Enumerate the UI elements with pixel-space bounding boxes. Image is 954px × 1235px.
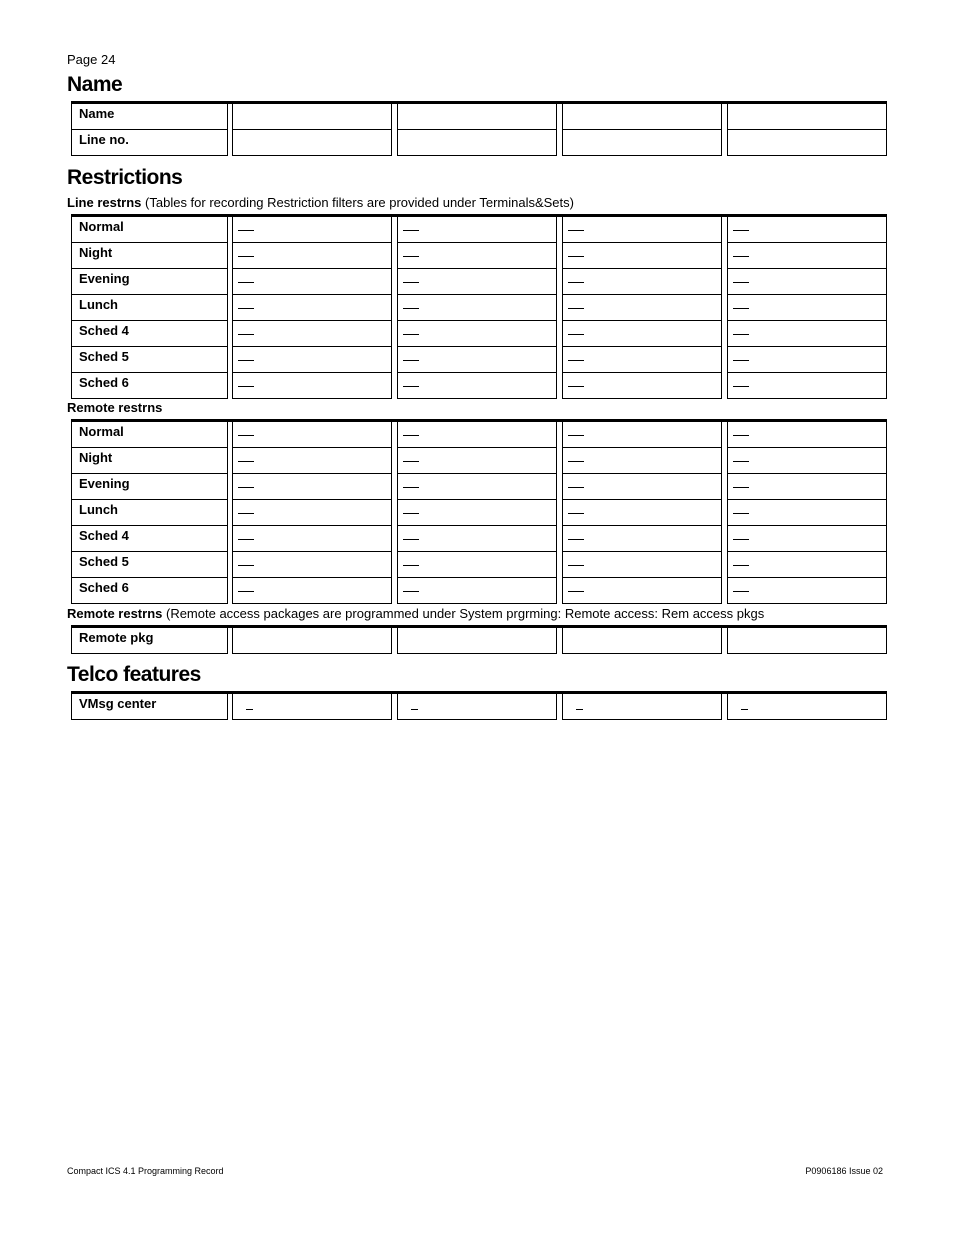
name-section-title: Name xyxy=(67,73,123,96)
remote-restrns-entry-field[interactable] xyxy=(232,525,392,552)
entry-underline xyxy=(238,435,254,436)
entry-underline xyxy=(568,334,584,335)
line-restrns-entry-field[interactable] xyxy=(397,346,557,373)
entry-underline xyxy=(568,461,584,462)
entry-underline xyxy=(403,591,419,592)
name-entry-field[interactable] xyxy=(562,129,722,156)
entry-underline xyxy=(568,435,584,436)
line-restrns-entry-field[interactable] xyxy=(397,242,557,269)
line-restrns-entry-field[interactable] xyxy=(562,320,722,347)
line-restrns-entry-field[interactable] xyxy=(232,346,392,373)
name-row-label: Line no. xyxy=(71,129,228,156)
line-restrns-entry-field[interactable] xyxy=(397,320,557,347)
entry-underline xyxy=(733,230,749,231)
entry-underline xyxy=(568,565,584,566)
line-restrns-entry-field[interactable] xyxy=(562,346,722,373)
remote-restrns-entry-field[interactable] xyxy=(397,525,557,552)
remote-restrns-row xyxy=(71,422,887,448)
entry-underline xyxy=(411,709,418,710)
line-restrns-table xyxy=(71,214,887,399)
line-restrns-label: Line restrns xyxy=(67,195,142,210)
line-restrns-row xyxy=(71,217,887,243)
line-restrns-entry-field[interactable] xyxy=(232,216,392,243)
line-restrns-entry-field[interactable] xyxy=(727,346,887,373)
remote-restrns-entry-field[interactable] xyxy=(562,551,722,578)
line-restrns-entry-field[interactable] xyxy=(232,268,392,295)
telco-row-label: VMsg center xyxy=(71,693,228,720)
remote-pkg-row-label: Remote pkg xyxy=(71,627,228,654)
remote-restrns-row xyxy=(71,526,887,552)
line-restrns-entry-field[interactable] xyxy=(232,372,392,399)
remote-restrns-row-label: Lunch xyxy=(71,499,228,526)
entry-underline xyxy=(733,591,749,592)
entry-underline xyxy=(733,461,749,462)
remote-restrns-entry-field[interactable] xyxy=(232,447,392,474)
telco-entry-field[interactable] xyxy=(232,693,392,720)
line-restrns-entry-field[interactable] xyxy=(397,268,557,295)
name-row-label: Name xyxy=(71,103,228,130)
line-restrns-entry-field[interactable] xyxy=(727,320,887,347)
entry-underline xyxy=(403,565,419,566)
remote-restrns-entry-field[interactable] xyxy=(397,551,557,578)
line-restrns-entry-field[interactable] xyxy=(727,294,887,321)
entry-underline xyxy=(238,282,254,283)
entry-underline xyxy=(568,386,584,387)
entry-underline xyxy=(238,360,254,361)
line-restrns-row-label: Sched 6 xyxy=(71,372,228,399)
remote-restrns-entry-field[interactable] xyxy=(727,473,887,500)
entry-underline xyxy=(403,256,419,257)
entry-underline xyxy=(403,230,419,231)
line-restrns-row xyxy=(71,243,887,269)
remote-pkg-entry-field[interactable] xyxy=(397,627,557,654)
entry-underline xyxy=(733,308,749,309)
name-entry-field[interactable] xyxy=(397,103,557,130)
remote-restrns-row-label: Sched 5 xyxy=(71,551,228,578)
entry-underline xyxy=(238,386,254,387)
remote-restrns-entry-field[interactable] xyxy=(397,447,557,474)
entry-underline xyxy=(238,513,254,514)
remote-pkg-entry-field[interactable] xyxy=(232,627,392,654)
name-table xyxy=(71,101,887,156)
line-restrns-entry-field[interactable] xyxy=(727,242,887,269)
entry-underline xyxy=(733,256,749,257)
line-restrns-row-label: Normal xyxy=(71,216,228,243)
entry-underline xyxy=(733,360,749,361)
entry-underline xyxy=(568,487,584,488)
line-restrns-entry-field[interactable] xyxy=(562,268,722,295)
line-restrns-entry-field[interactable] xyxy=(232,320,392,347)
remote-restrns-row xyxy=(71,474,887,500)
line-restrns-row xyxy=(71,295,887,321)
remote-restrns-row xyxy=(71,448,887,474)
telco-entry-field[interactable] xyxy=(397,693,557,720)
entry-underline xyxy=(568,308,584,309)
name-entry-field[interactable] xyxy=(727,129,887,156)
entry-underline xyxy=(403,308,419,309)
remote-restrns-entry-field[interactable] xyxy=(232,577,392,604)
remote-restrns-entry-field[interactable] xyxy=(232,421,392,448)
line-restrns-row-label: Sched 5 xyxy=(71,346,228,373)
entry-underline xyxy=(238,256,254,257)
name-entry-field[interactable] xyxy=(232,103,392,130)
line-restrns-row xyxy=(71,373,887,399)
remote-restrns-entry-field[interactable] xyxy=(727,499,887,526)
remote-restrns-row xyxy=(71,578,887,604)
line-restrns-row xyxy=(71,321,887,347)
telco-row xyxy=(71,694,887,720)
entry-underline xyxy=(568,360,584,361)
entry-underline xyxy=(733,435,749,436)
name-row xyxy=(71,130,887,156)
remote-restrns-entry-field[interactable] xyxy=(562,447,722,474)
line-restrns-entry-field[interactable] xyxy=(727,216,887,243)
line-restrns-row-label: Sched 4 xyxy=(71,320,228,347)
entry-underline xyxy=(403,334,419,335)
entry-underline xyxy=(238,334,254,335)
line-restrns-row-label: Evening xyxy=(71,268,228,295)
remote-pkg-caption xyxy=(67,606,764,621)
name-entry-field[interactable] xyxy=(397,129,557,156)
entry-underline xyxy=(403,487,419,488)
entry-underline xyxy=(733,513,749,514)
remote-restrns-entry-field[interactable] xyxy=(727,551,887,578)
restrictions-section-title: Restrictions xyxy=(67,166,183,189)
line-restrns-entry-field[interactable] xyxy=(397,372,557,399)
entry-underline xyxy=(568,591,584,592)
remote-restrns-entry-field[interactable] xyxy=(397,577,557,604)
line-restrns-row-label: Lunch xyxy=(71,294,228,321)
line-restrns-entry-field[interactable] xyxy=(562,242,722,269)
remote-pkg-entry-field[interactable] xyxy=(727,627,887,654)
entry-underline xyxy=(733,386,749,387)
entry-underline xyxy=(733,487,749,488)
entry-underline xyxy=(568,282,584,283)
remote-restrns-row xyxy=(71,500,887,526)
name-entry-field[interactable] xyxy=(232,129,392,156)
remote-pkg-row xyxy=(71,628,887,654)
line-restrns-entry-field[interactable] xyxy=(232,242,392,269)
line-restrns-entry-field[interactable] xyxy=(397,294,557,321)
line-restrns-entry-field[interactable] xyxy=(397,216,557,243)
entry-underline xyxy=(568,230,584,231)
entry-underline xyxy=(403,461,419,462)
entry-underline xyxy=(576,709,583,710)
telco-table xyxy=(71,691,887,720)
entry-underline xyxy=(238,230,254,231)
entry-underline xyxy=(238,591,254,592)
line-restrns-entry-field[interactable] xyxy=(232,294,392,321)
footer-doc-title: Compact ICS 4.1 Programming Record xyxy=(67,1166,224,1176)
entry-underline xyxy=(733,282,749,283)
remote-restrns-entry-field[interactable] xyxy=(562,499,722,526)
line-restrns-entry-field[interactable] xyxy=(562,216,722,243)
line-restrns-row xyxy=(71,347,887,373)
entry-underline xyxy=(568,513,584,514)
telco-entry-field[interactable] xyxy=(727,693,887,720)
remote-restrns-row-label: Evening xyxy=(71,473,228,500)
remote-restrns-entry-field[interactable] xyxy=(727,421,887,448)
remote-pkg-table xyxy=(71,625,887,654)
remote-restrns-row-label: Normal xyxy=(71,421,228,448)
remote-restrns-entry-field[interactable] xyxy=(727,577,887,604)
line-restrns-entry-field[interactable] xyxy=(727,268,887,295)
entry-underline xyxy=(568,539,584,540)
remote-restrns-entry-field[interactable] xyxy=(397,473,557,500)
remote-restrns-entry-field[interactable] xyxy=(727,447,887,474)
line-restrns-row-label: Night xyxy=(71,242,228,269)
entry-underline xyxy=(403,513,419,514)
page-number: Page 24 xyxy=(67,52,116,67)
remote-restrns-entry-field[interactable] xyxy=(727,525,887,552)
remote-restrns-entry-field[interactable] xyxy=(562,525,722,552)
entry-underline xyxy=(741,709,748,710)
telco-section-title: Telco features xyxy=(67,663,201,686)
remote-restrns-entry-field[interactable] xyxy=(397,499,557,526)
footer-doc-number: P0906186 Issue 02 xyxy=(805,1166,883,1176)
remote-restrns-entry-field[interactable] xyxy=(562,577,722,604)
entry-underline xyxy=(246,709,253,710)
entry-underline xyxy=(403,539,419,540)
entry-underline xyxy=(403,360,419,361)
remote-pkg-note: (Remote access packages are programmed under System prgrming: Remote access: Rem access pkgs xyxy=(162,606,765,621)
remote-restrns-row-label: Sched 4 xyxy=(71,525,228,552)
entry-underline xyxy=(403,282,419,283)
remote-restrns-entry-field[interactable] xyxy=(232,551,392,578)
entry-underline xyxy=(733,334,749,335)
entry-underline xyxy=(238,565,254,566)
remote-restrns-caption: Remote restrns xyxy=(67,400,163,415)
remote-restrns-entry-field[interactable] xyxy=(232,473,392,500)
remote-restrns-row-label: Night xyxy=(71,447,228,474)
entry-underline xyxy=(733,565,749,566)
remote-restrns-entry-field[interactable] xyxy=(562,473,722,500)
entry-underline xyxy=(238,539,254,540)
name-entry-field[interactable] xyxy=(562,103,722,130)
telco-entry-field[interactable] xyxy=(562,693,722,720)
remote-restrns-table xyxy=(71,419,887,604)
remote-pkg-label: Remote restrns xyxy=(67,606,163,621)
entry-underline xyxy=(733,539,749,540)
line-restrns-entry-field[interactable] xyxy=(562,372,722,399)
name-entry-field[interactable] xyxy=(727,103,887,130)
remote-restrns-row xyxy=(71,552,887,578)
entry-underline xyxy=(238,461,254,462)
line-restrns-entry-field[interactable] xyxy=(727,372,887,399)
line-restrns-entry-field[interactable] xyxy=(562,294,722,321)
entry-underline xyxy=(403,386,419,387)
line-restrns-caption xyxy=(67,195,574,210)
remote-restrns-row-label: Sched 6 xyxy=(71,577,228,604)
line-restrns-row xyxy=(71,269,887,295)
entry-underline xyxy=(568,256,584,257)
line-restrns-note: (Tables for recording Restriction filters are provided under Terminals&Sets) xyxy=(141,195,574,210)
entry-underline xyxy=(238,308,254,309)
entry-underline xyxy=(403,435,419,436)
name-row xyxy=(71,104,887,130)
remote-restrns-entry-field[interactable] xyxy=(397,421,557,448)
remote-restrns-entry-field[interactable] xyxy=(562,421,722,448)
remote-pkg-entry-field[interactable] xyxy=(562,627,722,654)
entry-underline xyxy=(238,487,254,488)
remote-restrns-entry-field[interactable] xyxy=(232,499,392,526)
